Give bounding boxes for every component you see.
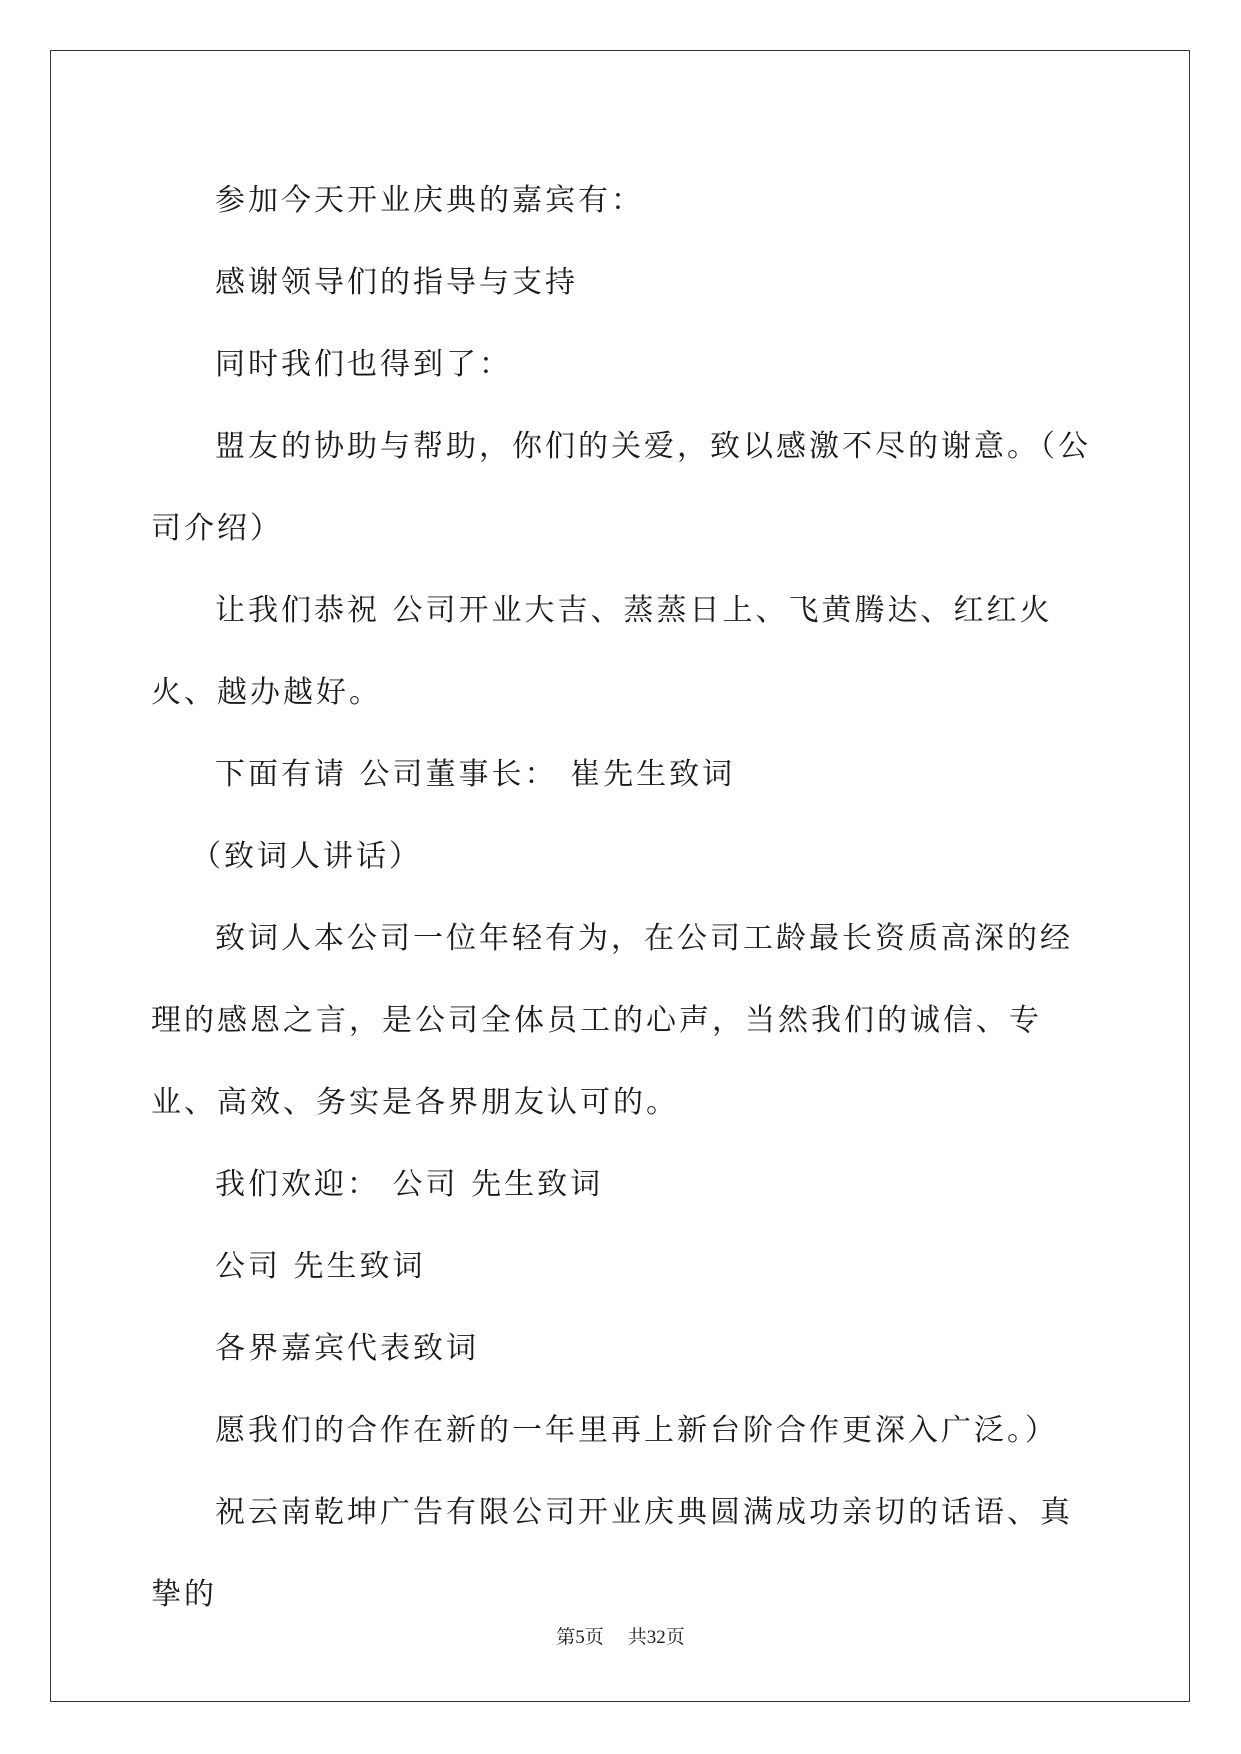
document-body (151, 160, 1091, 1636)
paragraph-4: 盟友的协助与帮助，你们的关爱，致以感激不尽的谢意。（公司介绍） (151, 429, 1091, 546)
paragraph-13: 祝云南乾坤广告有限公司开业庆典圆满成功亲切的话语、真挚的 (151, 1495, 1073, 1612)
paragraph-3: 同时我们也得到了： (215, 347, 512, 382)
paragraph-6: 下面有请 公司董事长： 崔先生致词 (215, 757, 736, 792)
page-total: 共32页 (627, 1627, 685, 1648)
paragraph-10: 公司 先生致词 (215, 1249, 426, 1284)
paragraph-8: 致词人本公司一位年轻有为，在公司工龄最长资质高深的经理的感恩之言，是公司全体员工的心声，当然我们的诚信、专业、高效、务实是各界朋友认可的。 (151, 921, 1073, 1120)
paragraph-5: 让我们恭祝 公司开业大吉、蒸蒸日上、飞黄腾达、红红火火、越办越好。 (151, 593, 1053, 710)
paragraph-2: 感谢领导们的指导与支持 (215, 265, 578, 300)
page-footer (0, 1622, 1241, 1649)
paragraph-9: 我们欢迎： 公司 先生致词 (215, 1167, 604, 1202)
paragraph-12: 愿我们的合作在新的一年里再上新台阶合作更深入广泛。） (215, 1413, 1058, 1448)
page-number: 第5页 (556, 1627, 604, 1648)
paragraph-7: （致词人讲话） (191, 839, 422, 874)
paragraph-11: 各界嘉宾代表致词 (215, 1331, 479, 1366)
paragraph-1: 参加今天开业庆典的嘉宾有： (215, 183, 644, 218)
